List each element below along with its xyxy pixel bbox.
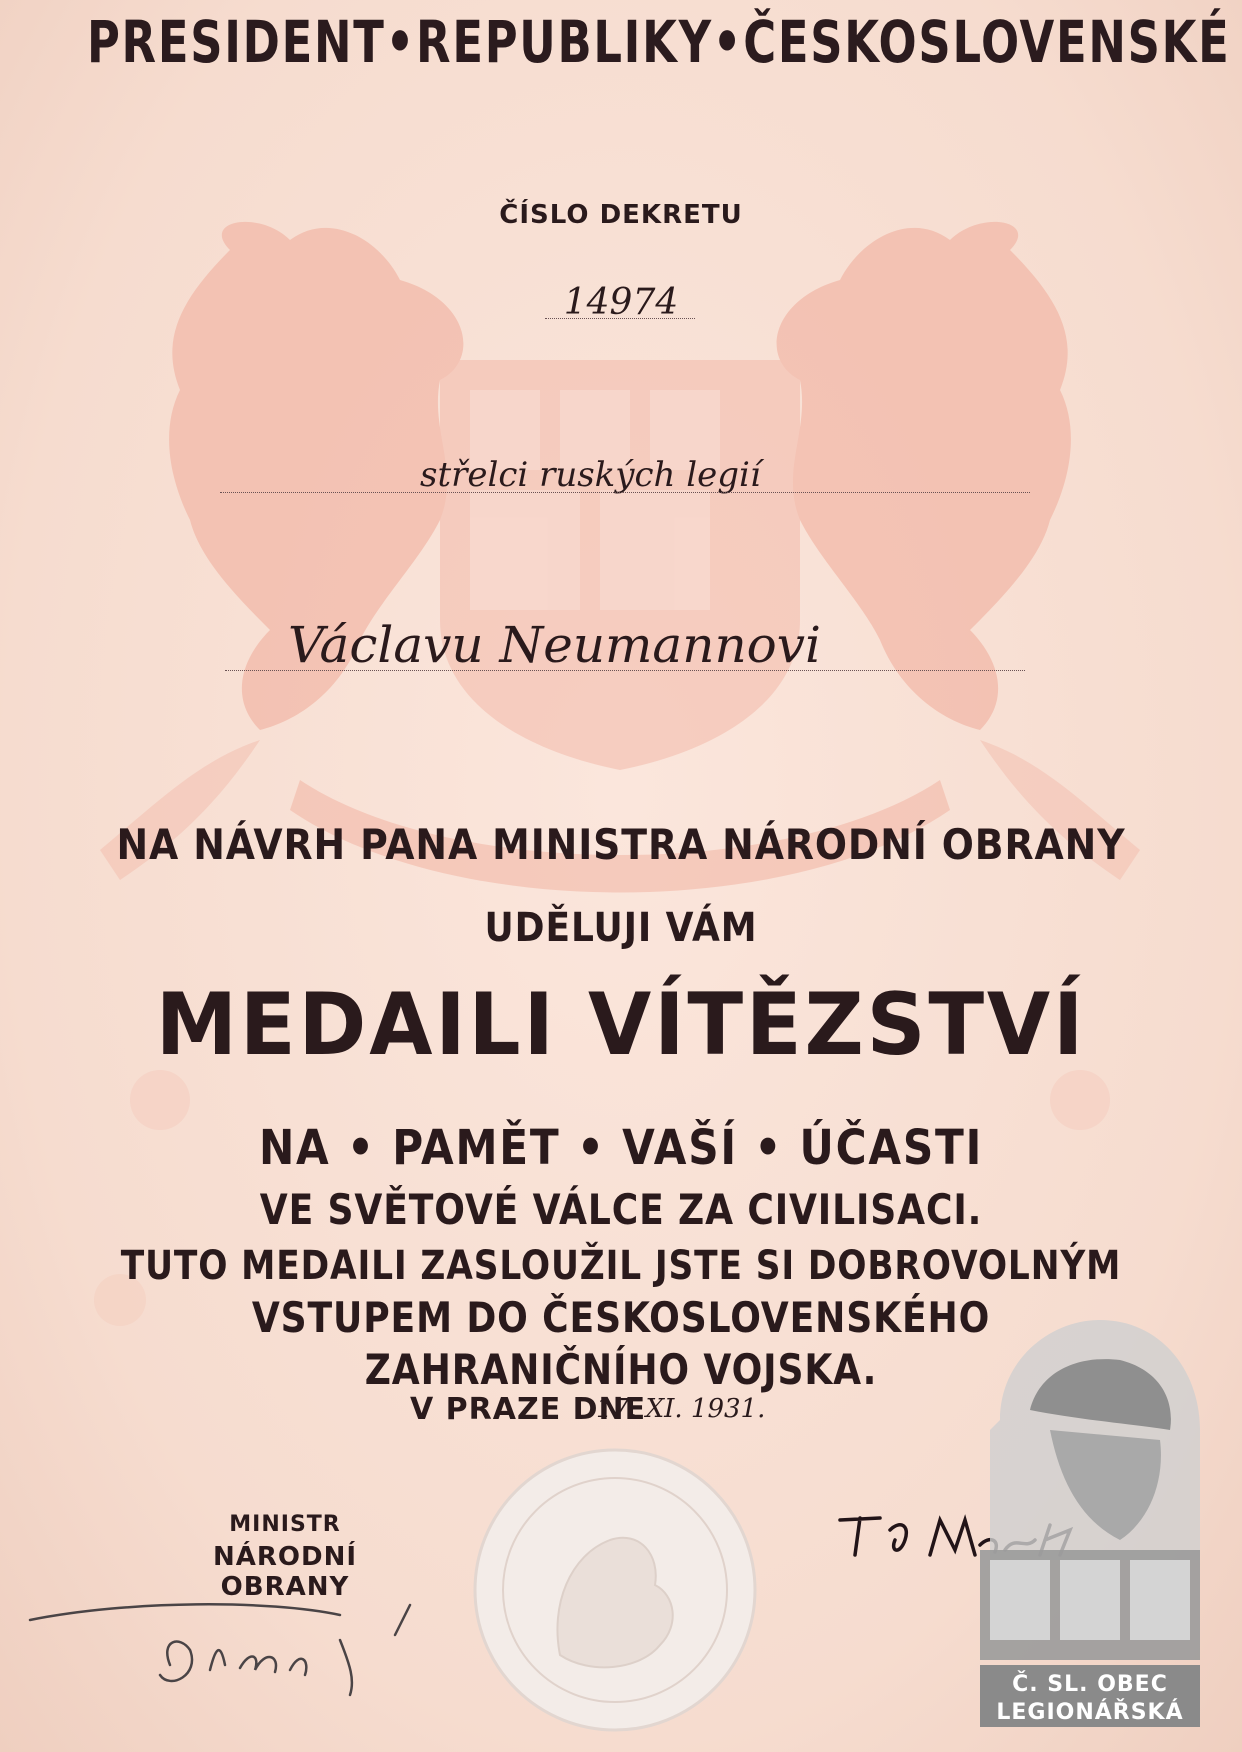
logo-text-csl: Č. SL.	[1012, 1672, 1089, 1697]
citation-line-2: TUTO MEDAILI ZASLOUŽIL JSTE SI DOBROVOLNÝM	[120, 1243, 1122, 1289]
legion-association-logo	[970, 1300, 1210, 1730]
decree-number-value: 14974	[563, 282, 679, 323]
proposal-line: NA NÁVRH PANA MINISTRA NÁRODNÍ OBRANY	[116, 820, 1126, 869]
decree-number-label: ČÍSLO DEKRETU	[499, 200, 743, 230]
minister-signature	[10, 1580, 460, 1710]
decree-number-line	[545, 318, 695, 319]
issue-date: 17. XI. 1931.	[596, 1394, 766, 1424]
issue-place: V PRAZE DNE	[410, 1392, 647, 1427]
logo-text-line2: LEGIONÁŘSKÁ	[996, 1700, 1184, 1725]
minister-label-line2: NÁRODNÍ OBRANY	[212, 1542, 358, 1602]
soldier-icon	[970, 1300, 1210, 1730]
memory-line: NA • PAMĚT • VAŠÍ • ÚČASTI	[258, 1120, 984, 1176]
logo-text-line1	[970, 1672, 1210, 1697]
rank-fill-line	[220, 492, 1030, 493]
recipient-rank: střelci ruských legií	[420, 455, 761, 495]
recipient-name: Václavu Neumannovi	[288, 616, 821, 674]
citation-line-1: VE SVĚTOVÉ VÁLCE ZA CIVILISACI.	[259, 1185, 983, 1234]
logo-text-obec: OBEC	[1097, 1672, 1168, 1697]
name-fill-line	[225, 670, 1025, 671]
citation-line-3: VSTUPEM DO ČESKOSLOVENSKÉHO	[251, 1293, 991, 1342]
page-title: PRESIDENT•REPUBLIKY•ČESKOSLOVENSKÉ	[86, 8, 1231, 76]
minister-label-line1: MINISTR	[229, 1512, 341, 1537]
medal-title: MEDAILI VÍTĚZSTVÍ	[155, 975, 1087, 1075]
grant-line: UDĚLUJI VÁM	[484, 905, 758, 951]
citation-line-4: ZAHRANIČNÍHO VOJSKA.	[364, 1345, 878, 1394]
embossed-seal	[470, 1445, 760, 1735]
